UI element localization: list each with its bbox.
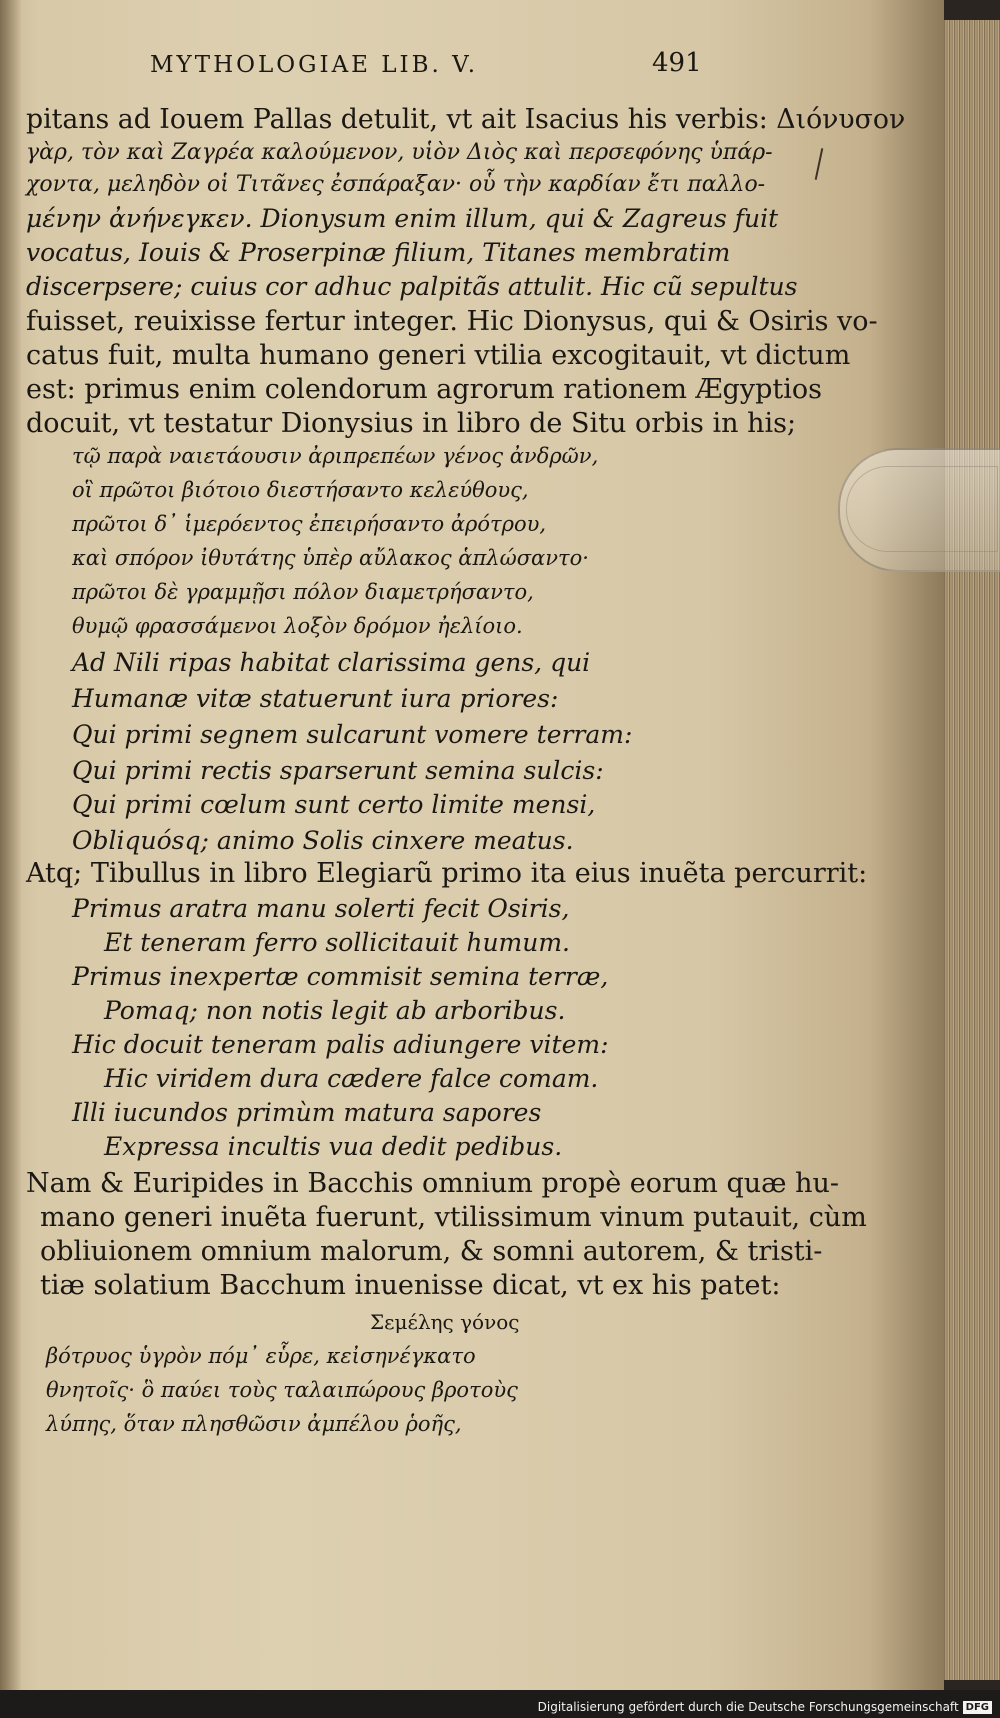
text-line: mano generi inuẽta fuerunt, vtilissimum vinum putauit, cùm <box>40 1202 867 1233</box>
text-line: discerpsere; cuius cor adhuc palpitãs attulit. Hic cũ sepultus <box>26 272 798 301</box>
greek-verse: πρῶτοι δ᾽ ἱμερόεντος ἐπειρήσαντο ἀρότρου, <box>72 512 547 536</box>
latin-verse: Pomaq; non notis legit ab arboribus. <box>104 996 566 1025</box>
greek-verse: Σεμέλης γόνος <box>370 1310 520 1334</box>
text-line: χοντα, μεληδὸν οἱ Τιτᾶνες ἐσπάραξαν· οὗ τὴν καρδίαν ἔτι παλλο- <box>26 172 766 197</box>
text-line: γὰρ, τὸν καὶ Ζαγρέα καλούμενον, υἱὸν Διὸς καὶ περσεφόνης ὑπάρ- <box>26 140 773 165</box>
greek-verse: καὶ σπόρον ἰθυτάτης ὑπὲρ αὔλακος ἁπλώσαντο· <box>72 546 589 570</box>
latin-verse: Obliquósq; animo Solis cinxere meatus. <box>72 826 574 855</box>
latin-verse: Primus aratra manu solerti fecit Osiris, <box>72 894 570 923</box>
text-line: est: primus enim colendorum agrorum rationem Ægyptios <box>26 374 822 405</box>
greek-verse: πρῶτοι δὲ γραμμῇσι πόλον διαμετρήσαντο, <box>72 580 534 604</box>
latin-verse: Illi iucundos primùm matura sapores <box>72 1098 542 1127</box>
text-line: Atq; Tibullus in libro Elegiarũ primo ita eius inuẽta percurrit: <box>26 858 868 889</box>
latin-verse: Qui primi rectis sparserunt semina sulcis: <box>72 756 604 785</box>
credit-text: Digitalisierung gefördert durch die Deutsche Forschungsgemeinschaft <box>537 1700 959 1714</box>
latin-verse: Et teneram ferro sollicitauit humum. <box>104 928 571 957</box>
latin-verse: Ad Nili ripas habitat clarissima gens, qui <box>72 648 591 677</box>
page-number: 491 <box>652 48 702 78</box>
page-gutter-shadow <box>0 0 22 1690</box>
latin-verse: Qui primi cœlum sunt certo limite mensi, <box>72 790 596 819</box>
latin-verse: Expressa incultis vua dedit pedibus. <box>104 1132 563 1161</box>
latin-verse: Primus inexpertæ commisit semina terræ, <box>72 962 609 991</box>
text-line: vocatus, Iouis & Proserpinæ filium, Titanes membratim <box>26 238 731 267</box>
text-line: catus fuit, multa humano generi vtilia excogitauit, vt dictum <box>26 340 851 371</box>
text-line: tiæ solatium Bacchum inuenisse dicat, vt ex his patet: <box>40 1270 781 1301</box>
greek-verse: βότρυος ὑγρὸν πόμ᾽ εὗρε, κεἰσηνέγκατο <box>46 1344 476 1368</box>
text-line: pitans ad Iouem Pallas detulit, vt ait Isacius his verbis: Διόνυσον <box>26 104 906 135</box>
dfg-logo: DFG <box>963 1701 992 1714</box>
page-edges <box>944 20 1000 1680</box>
greek-verse: τῷ παρὰ ναιετάουσιν ἀριπρεπέων γένος ἀνδρῶν, <box>72 444 599 468</box>
greek-verse: θνητοῖς· ὃ παύει τοὺς ταλαιπώρους βροτοὺς <box>46 1378 518 1402</box>
running-title: MYTHOLOGIAE LIB. V. <box>150 52 479 78</box>
greek-verse: λύπης, ὅταν πλησθῶσιν ἀμπέλου ῥοῆς, <box>46 1412 462 1436</box>
page-clip-inner <box>846 466 998 552</box>
greek-verse: θυμῷ φρασσάμενοι λοξὸν δρόμον ἠελίοιο. <box>72 614 523 638</box>
text-line: Nam & Euripides in Bacchis omnium propè eorum quæ hu- <box>26 1168 840 1199</box>
latin-verse: Hic viridem dura cædere falce comam. <box>104 1064 599 1093</box>
footer-credit <box>538 1700 992 1714</box>
latin-verse: Humanæ vitæ statuerunt iura priores: <box>72 684 559 713</box>
text-line: μένην ἀνήνεγκεν. Dionysum enim illum, qui & Zagreus fuit <box>26 204 779 233</box>
text-line: docuit, vt testatur Dionysius in libro de Situ orbis in his; <box>26 408 797 439</box>
greek-verse: οἳ πρῶτοι βιότοιο διεστήσαντο κελεύθους, <box>72 478 529 502</box>
text-line: obliuionem omnium malorum, & somni autorem, & tristi- <box>40 1236 823 1267</box>
text-line: fuisset, reuixisse fertur integer. Hic Dionysus, qui & Osiris vo- <box>26 306 878 337</box>
latin-verse: Hic docuit teneram palis adiungere vitem: <box>72 1030 609 1059</box>
latin-verse: Qui primi segnem sulcarunt vomere terram: <box>72 720 633 749</box>
